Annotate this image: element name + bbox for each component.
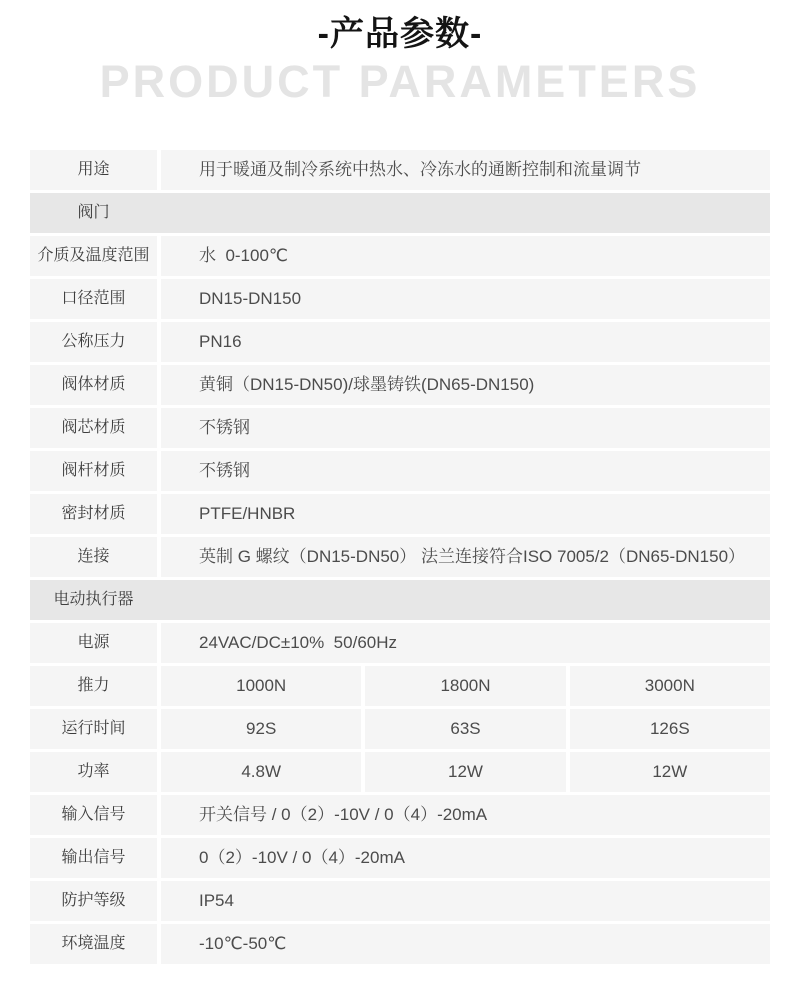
table-row [30, 408, 770, 448]
row-value: -10℃-50℃ [161, 924, 770, 964]
table-row [30, 795, 770, 835]
row-label: 阀杆材质 [30, 451, 157, 491]
table-row [30, 924, 770, 964]
row-label: 推力 [30, 666, 157, 706]
row-value-col-3: 3000N [570, 666, 770, 706]
table-row [30, 623, 770, 663]
row-value: 不锈钢 [161, 451, 770, 491]
section-row [30, 193, 770, 233]
row-value: 开关信号 / 0（2）-10V / 0（4）-20mA [161, 795, 770, 835]
row-value-col-2: 1800N [365, 666, 565, 706]
table-row [30, 236, 770, 276]
row-value-col-1: 92S [161, 709, 361, 749]
row-label: 阀体材质 [30, 365, 157, 405]
spec-table [30, 150, 770, 964]
row-value-col-1: 4.8W [161, 752, 361, 792]
row-value: IP54 [161, 881, 770, 921]
section-header [30, 193, 770, 233]
table-row [30, 838, 770, 878]
row-label: 输出信号 [30, 838, 157, 878]
table-row [30, 279, 770, 319]
row-label: 公称压力 [30, 322, 157, 362]
table-row [30, 322, 770, 362]
row-label: 输入信号 [30, 795, 157, 835]
section-label: 电动执行器 [53, 591, 134, 608]
table-row [30, 752, 770, 792]
row-label: 运行时间 [30, 709, 157, 749]
table-row [30, 666, 770, 706]
row-label: 电源 [30, 623, 157, 663]
row-value: 0（2）-10V / 0（4）-20mA [161, 838, 770, 878]
row-label: 连接 [30, 537, 157, 577]
row-value-col-2: 12W [365, 752, 565, 792]
row-label: 环境温度 [30, 924, 157, 964]
row-value: PTFE/HNBR [161, 494, 770, 534]
row-value: DN15-DN150 [161, 279, 770, 319]
table-row [30, 709, 770, 749]
table-row [30, 365, 770, 405]
page-subtitle: PRODUCT PARAMETERS [99, 56, 701, 107]
page-header [0, 0, 800, 105]
table-row [30, 150, 770, 190]
row-value: 24VAC/DC±10% 50/60Hz [161, 623, 770, 663]
row-value: 英制 G 螺纹（DN15-DN50） 法兰连接符合ISO 7005/2（DN65-DN150） [161, 537, 770, 577]
table-row [30, 494, 770, 534]
row-label: 阀芯材质 [30, 408, 157, 448]
row-label: 功率 [30, 752, 157, 792]
row-value: 用于暖通及制冷系统中热水、冷冻水的通断控制和流量调节 [161, 150, 770, 190]
row-value: 不锈钢 [161, 408, 770, 448]
row-value: PN16 [161, 322, 770, 362]
row-value-col-1: 1000N [161, 666, 361, 706]
row-value-col-3: 126S [570, 709, 770, 749]
row-label: 介质及温度范围 [30, 236, 157, 276]
table-row [30, 537, 770, 577]
table-row [30, 451, 770, 491]
section-row [30, 580, 770, 620]
row-value: 黄铜（DN15-DN50)/球墨铸铁(DN65-DN150) [161, 365, 770, 405]
row-label: 密封材质 [30, 494, 157, 534]
page-title: -产品参数- [317, 15, 483, 53]
row-value-col-2: 63S [365, 709, 565, 749]
row-value-col-3: 12W [570, 752, 770, 792]
section-header [30, 580, 770, 620]
row-value: 水 0-100℃ [161, 236, 770, 276]
row-label: 口径范围 [30, 279, 157, 319]
table-row [30, 881, 770, 921]
row-label: 用途 [30, 150, 157, 190]
row-label: 防护等级 [30, 881, 157, 921]
section-label: 阀门 [77, 204, 110, 221]
